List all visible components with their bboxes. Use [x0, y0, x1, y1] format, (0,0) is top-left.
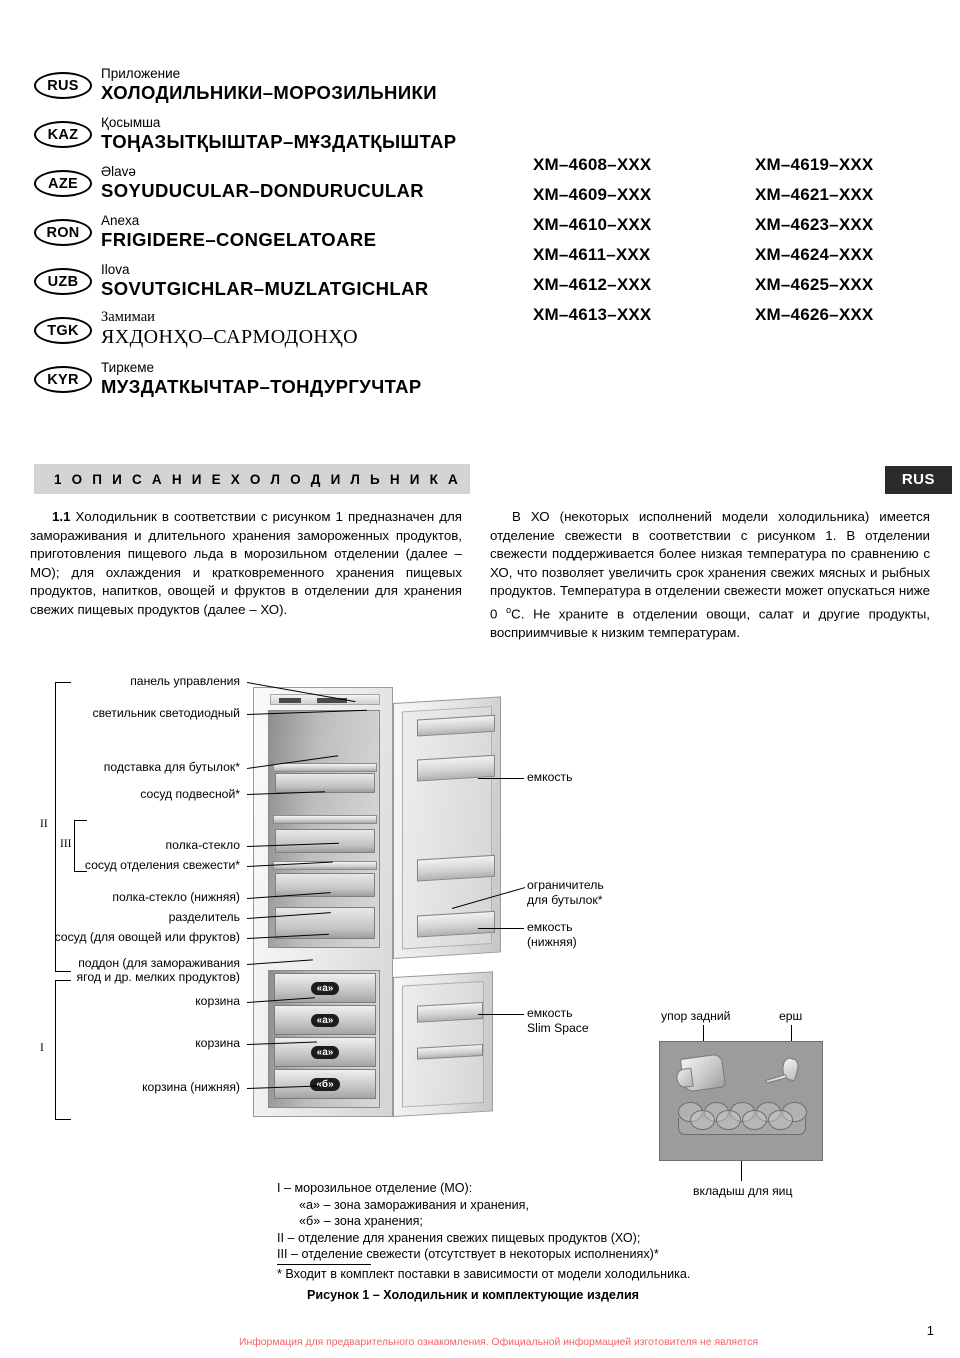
label-fresh-zone-container: сосуд отделения свежести* [84, 858, 240, 872]
legend-line-4: II – отделение для хранения свежих пищевых продуктов (ХО); [277, 1230, 641, 1245]
rear-stop-illustration [680, 1053, 726, 1093]
egg-tray-illustration [676, 1102, 808, 1140]
language-title-tgk: ЯХДОНҲО–САРМОДОНҲО [101, 326, 358, 348]
model-number: ХМ–4621–ХХХ [755, 185, 874, 204]
label-bottle-stand: подставка для бутылок* [103, 760, 240, 774]
language-title-kaz: ТОҢАЗЫТҚЫШТАР–МҰЗДАТҚЫШТАР [101, 130, 457, 152]
leader-container-top [478, 778, 524, 779]
zone-mark-a3: «а» [311, 1046, 340, 1059]
zone-mark-b: «б» [310, 1078, 339, 1091]
language-subtitle-rus: Приложение [101, 66, 181, 81]
language-badge-rus: RUS [34, 72, 92, 99]
language-badge-ron: RON [34, 219, 92, 246]
language-subtitle-aze: Əlavə [101, 164, 136, 179]
language-row-rus [34, 56, 514, 102]
bracket-label-I: I [40, 1042, 44, 1054]
label-led-lamp: светильник светодиодный [92, 706, 240, 720]
label-control-panel: панель управления [130, 674, 240, 688]
refrigerator-illustration [253, 687, 503, 1117]
language-badge-tgk: TGK [34, 317, 92, 344]
language-subtitle-ron: Anexa [101, 213, 140, 228]
degree-symbol: о [506, 604, 512, 615]
egg-slot [716, 1110, 741, 1130]
label-container-top: емкость [527, 770, 573, 784]
language-row-aze [34, 154, 514, 200]
label-bottle-limiter-line1: ограничитель [527, 878, 604, 892]
model-number-list [533, 152, 873, 328]
label-hanging-container: сосуд подвесной* [140, 787, 240, 801]
figure-1-diagram [0, 660, 960, 1220]
language-title-ron: FRIGIDERE–CONGELATOARE [101, 228, 377, 250]
fridge-door-upper [393, 696, 501, 959]
page-number: 1 [926, 1323, 934, 1338]
body-paragraph-left [30, 508, 462, 620]
language-subtitle-uzb: Ilova [101, 262, 130, 277]
body-text-left: Холодильник в соответствии с рисунком 1 предназначен для замораживания и длительного хранения замороженных продуктов, приготовления пищевого льда в морозильном отделении (далее – МО); для охлаждения и кратковременного хранения пищевых продуктов, напитков, овощей и фруктов в отделении для хранения свежих пищевых продуктов (далее – ХО). [30, 509, 462, 617]
legend-line-2: «а» – зона замораживания и хранения, [299, 1197, 529, 1212]
language-subtitle-kyr: Тиркеме [101, 360, 155, 375]
label-slim-space-line2: Slim Space [527, 1021, 589, 1035]
language-badge-kaz: KAZ [34, 121, 92, 148]
language-subtitle-tgk: Замимаи [101, 308, 155, 325]
brush-handle [765, 1074, 787, 1084]
egg-slot [690, 1110, 715, 1130]
slim-space-container [417, 1002, 483, 1023]
language-badge-aze: AZE [34, 170, 92, 197]
language-row-ron [34, 203, 514, 249]
door-inner-panel [402, 706, 492, 950]
door-container-top [417, 715, 495, 737]
fresh-zone-container [275, 829, 375, 853]
section-title: 1 О П И С А Н И Е Х О Л О Д И Л Ь Н И К А [54, 471, 462, 487]
label-glass-shelf: полка-стекло [165, 838, 240, 852]
glass-shelf-mid [273, 815, 377, 824]
language-badge-uzb: UZB [34, 268, 92, 295]
label-divider: разделитель [168, 910, 240, 924]
door-container-mid [417, 855, 495, 882]
legend-line-3: «б» – зона хранения; [299, 1214, 423, 1229]
model-number: ХМ–4610–ХХХ [533, 215, 652, 234]
language-title-block [34, 56, 514, 399]
model-number: ХМ–4611–ХХХ [533, 245, 651, 264]
language-title-aze: SOYUDUCULAR–DONDURUCULAR [101, 179, 425, 201]
model-number: ХМ–4623–ХХХ [755, 215, 874, 234]
label-rear-stop: упор задний [661, 1009, 731, 1023]
freezer-door-inner-panel [402, 981, 484, 1108]
language-badge-kyr: KYR [34, 366, 92, 393]
footer-disclaimer: Информация для предварительного ознакомления. Официальной информацией изготовителя не является [239, 1337, 758, 1348]
language-title-rus: ХОЛОДИЛЬНИКИ–МОРОЗИЛЬНИКИ [101, 81, 437, 103]
model-number: ХМ–4613–ХХХ [533, 305, 652, 324]
language-row-tgk [34, 301, 514, 347]
accessories-photo-box [659, 1041, 823, 1161]
freezer-basket-1 [274, 1005, 376, 1035]
leader-container-lower [478, 928, 524, 929]
bracket-label-III: III [60, 838, 72, 850]
model-number: ХМ–4612–ХХХ [533, 275, 652, 294]
hanging-container [275, 773, 375, 793]
label-slim-space-line1: емкость [527, 1006, 573, 1020]
label-container-lower-line2: (нижняя) [527, 935, 577, 949]
egg-slot [742, 1110, 767, 1130]
model-number: ХМ–4626–ХХХ [755, 305, 874, 324]
leader-egg-tray [741, 1161, 742, 1181]
model-number: ХМ–4608–ХХХ [533, 155, 652, 174]
model-number: ХМ–4624–ХХХ [755, 245, 874, 264]
language-row-uzb [34, 252, 514, 298]
freezer-basket-bottom [274, 1069, 376, 1099]
zone-mark-a2: «а» [311, 1014, 340, 1027]
body-paragraph-right [490, 508, 930, 643]
label-brush: ерш [779, 1009, 803, 1023]
legend-line-5: III – отделение свежести (отсутствует в некоторых исполнениях)* [277, 1247, 659, 1262]
egg-slot [768, 1110, 793, 1130]
language-tag-badge: RUS [885, 466, 952, 494]
freezer-door [393, 971, 493, 1117]
legend-line-1: I – морозильное отделение (МО): [277, 1181, 473, 1195]
refrigerator-cabinet [253, 687, 393, 1117]
model-number: ХМ–4609–ХХХ [533, 185, 652, 204]
body-text-right-part2: С. Не храните в отделении овощи, салат и другие продукты, восприимчивые к низким температурам. [490, 606, 930, 640]
leader-slim-space [478, 1014, 524, 1015]
freezer-door-shelf [417, 1044, 483, 1060]
zone-mark-a1: «а» [311, 982, 340, 995]
language-title-kyr: МУЗДАТКЫЧТАР–ТОНДУРГУЧТАР [101, 375, 422, 397]
glass-shelf [273, 763, 377, 772]
clause-number: 1.1 [52, 509, 71, 524]
label-egg-tray: вкладыш для яиц [693, 1184, 793, 1198]
language-row-kaz [34, 105, 514, 151]
legend-footnote: * Входит в комплект поставки в зависимости от модели холодильника. [277, 1266, 691, 1281]
label-basket-bottom: корзина (нижняя) [142, 1080, 240, 1094]
bracket-zone-II [55, 682, 71, 972]
footnote-rule [277, 1264, 371, 1265]
label-container-lower-line1: емкость [527, 920, 573, 934]
label-basket-1: корзина [195, 994, 240, 1008]
label-freezer-tray-line2: ягод и др. мелких продуктов) [76, 970, 240, 984]
language-title-uzb: SOVUTGICHLAR–MUZLATGICHLAR [101, 277, 429, 299]
figure-caption: Рисунок 1 – Холодильник и комплектующие изделия [307, 1288, 640, 1302]
language-row-kyr [34, 350, 514, 396]
label-glass-shelf-lower: полка-стекло (нижняя) [112, 890, 240, 904]
language-subtitle-kaz: Қосымша [101, 115, 161, 130]
label-basket-2: корзина [195, 1036, 240, 1050]
label-freezer-tray-line1: поддон (для замораживания [78, 956, 240, 970]
section-header-bar [34, 464, 470, 494]
figure-legend [277, 1180, 690, 1283]
label-bottle-limiter-line2: для бутылок* [527, 893, 603, 907]
model-number: ХМ–4619–ХХХ [755, 155, 874, 174]
brush-illustration [764, 1058, 798, 1088]
label-veg-fruit-container: сосуд (для овощей или фруктов) [54, 930, 240, 944]
model-number: ХМ–4625–ХХХ [755, 275, 874, 294]
bracket-label-II: II [40, 818, 48, 830]
body-text-right-part1: В ХО (некоторых исполнений модели холодильника) имеется отделение свежести в соответствии с рисунком 1. В отделении свежести поддерживается более низкая температура по сравнению с ХО, что позволяет увеличить срок хранения свежих мясных и рыбных продуктов. Температура в отделении свежести может опускаться ниже 0 [490, 509, 930, 622]
door-container-lower [417, 911, 495, 938]
